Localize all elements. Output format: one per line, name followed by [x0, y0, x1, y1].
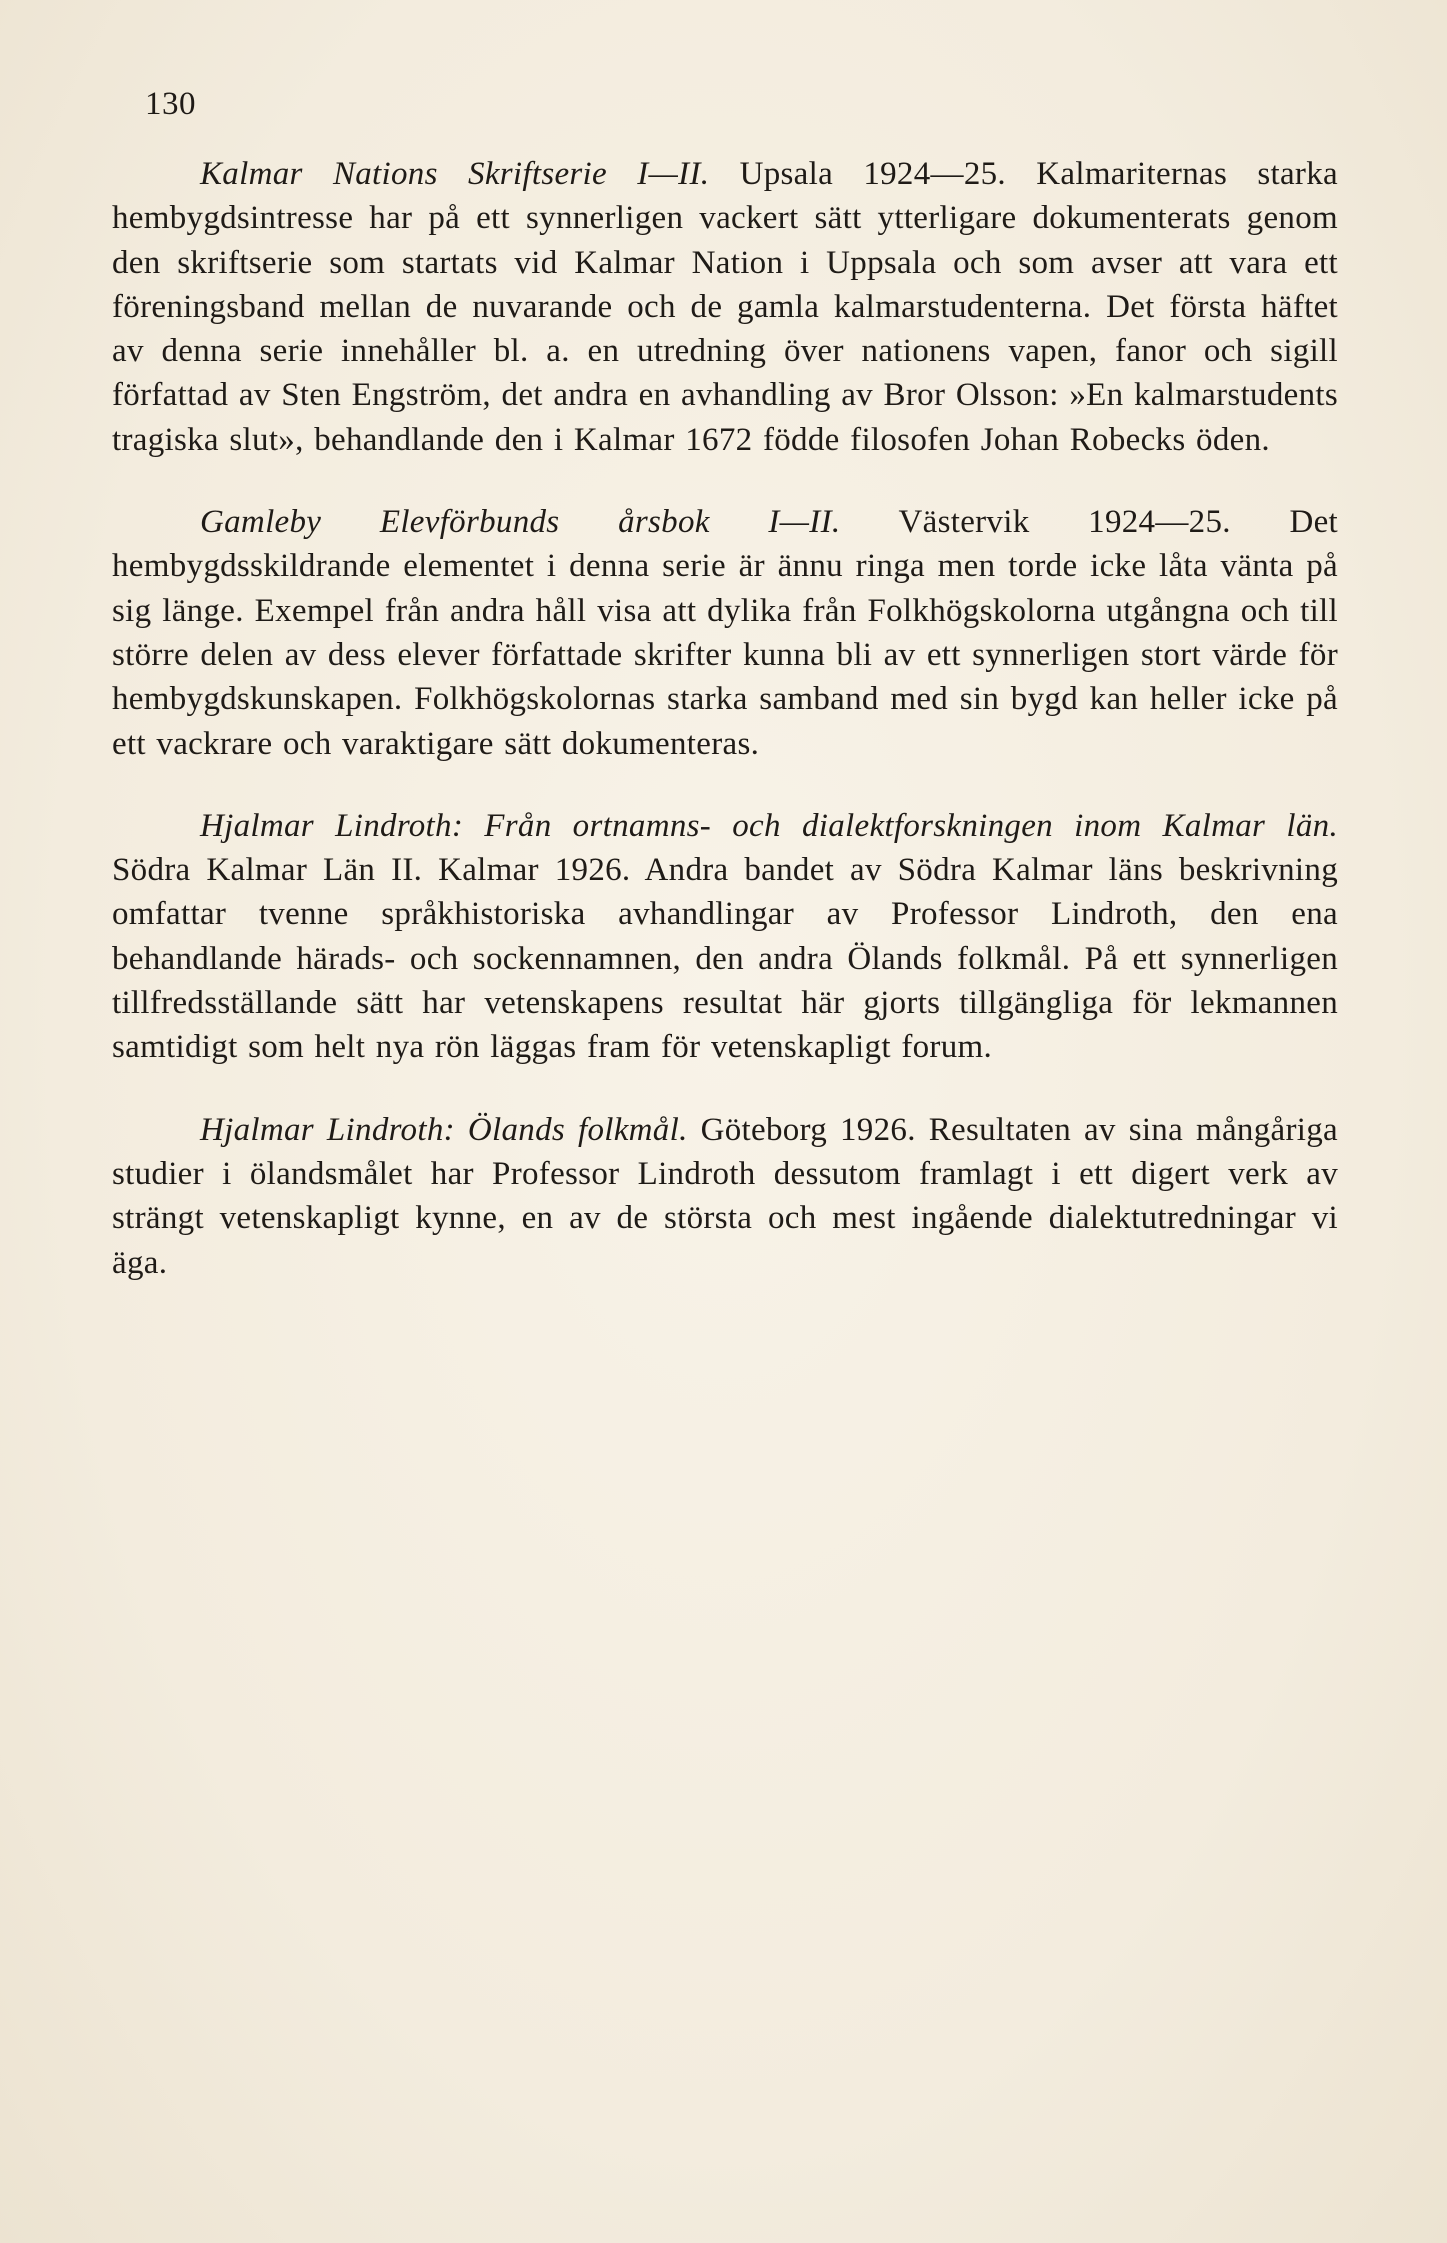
review-list [112, 152, 1338, 1285]
review-entry-lindroth-ortnamn [112, 804, 1338, 1070]
entry-title: Gamleby Elevförbunds årsbok I—II. [200, 504, 841, 541]
entry-body: Södra Kalmar Län II. Kalmar 1926. Andra bandet av Södra Kalmar läns beskrivning omfattar tvenne språkhistoriska avhandlingar av Professor Lindroth, den ena behandlande härads- och sockennamnen, den andra Ölands folkmål. På ett synnerligen tillfredsställande sätt har vetenskapens resultat här gjorts tillgängliga för lekmannen samtidigt som helt nya rön läggas fram för vetenskapligt forum. [112, 852, 1338, 1066]
entry-body: Upsala 1924—25. Kalmariternas starka hembygdsintresse har på ett synnerligen vackert sätt ytterligare dokumenterats genom den skriftserie som startats vid Kalmar Nation i Uppsala och som avser att vara ett föreningsband mellan de nuvarande och de gamla kalmarstudenterna. Det första häftet av denna serie innehåller bl. a. en utredning över nationens vapen, fanor och sigill författad av Sten Engström, det andra en avhandling av Bror Olsson: »En kalmarstudents tragiska slut», behandlande den i Kalmar 1672 födde filosofen Johan Robecks öden. [112, 156, 1338, 458]
entry-title: Hjalmar Lindroth: Från ortnamns- och dialektforskningen inom Kalmar län. [200, 807, 1338, 844]
entry-title: Kalmar Nations Skriftserie I—II. [200, 156, 710, 192]
entry-body: Västervik 1924—25. Det hembygdsskildrande elementet i denna serie är ännu ringa men torde icke låta vänta på sig länge. Exempel från andra håll visa att dylika från Folkhögskolorna utgångna och till större delen av dess elever författade skrifter kunna bli av ett synnerligen stort värde för hembygdskunskapen. Folkhögskolornas starka samband med sin bygd kan heller icke på ett vackrare och varaktigare sätt dokumenteras. [112, 504, 1338, 762]
review-entry-lindroth-folkmal [112, 1108, 1338, 1285]
entry-body: Göteborg 1926. Resultaten av sina mångåriga studier i ölandsmålet har Professor Lindroth dessutom framlagt i ett digert verk av strängt vetenskapligt kynne, en av de största och mest ingående dialektutredningar vi äga. [112, 1111, 1338, 1281]
review-entry-gamleby [112, 500, 1338, 766]
review-entry-kalmar-nation [112, 152, 1338, 462]
page-number: 130 [145, 86, 196, 122]
entry-title: Hjalmar Lindroth: Ölands folkmål. [200, 1111, 688, 1148]
